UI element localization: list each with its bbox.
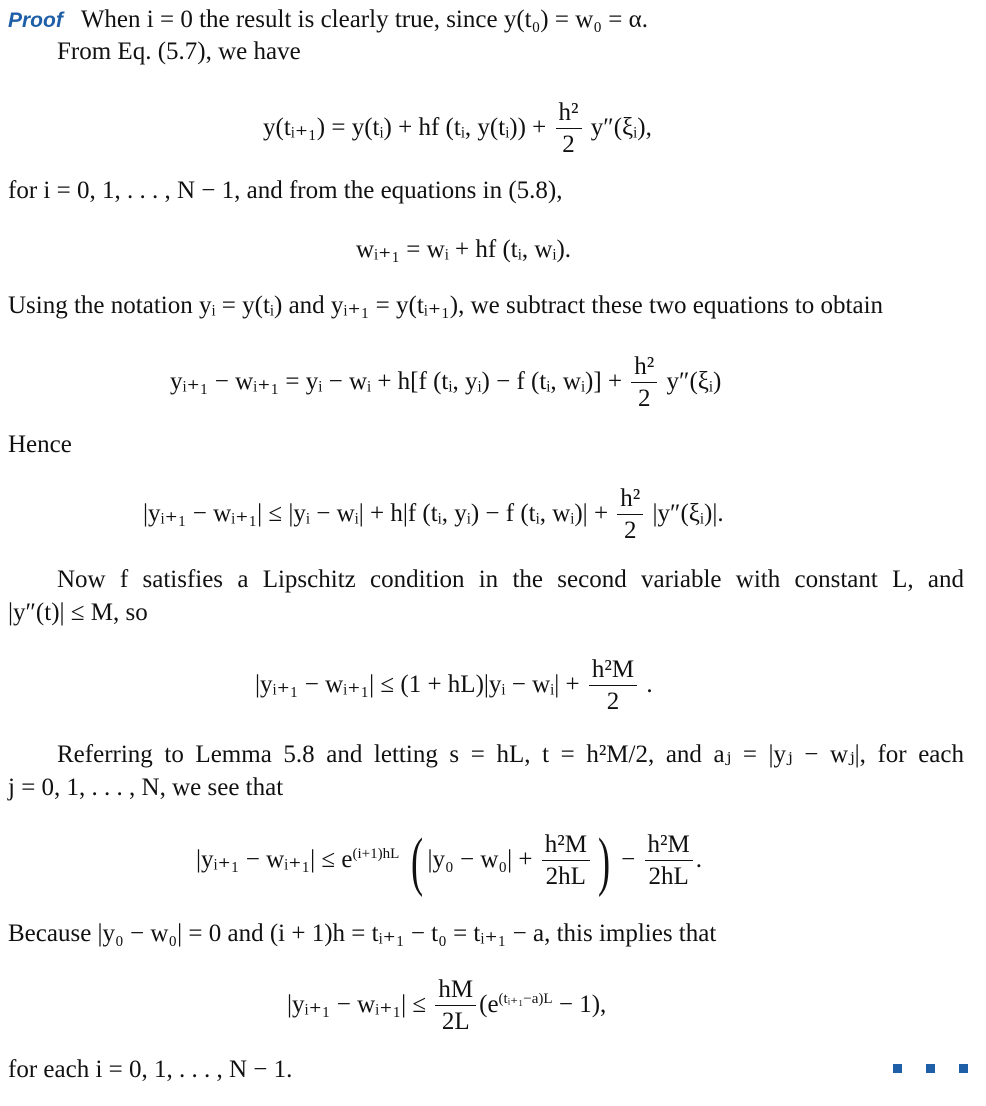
equation-difference: yᵢ₊₁ − wᵢ₊₁ = yᵢ − wᵢ + h[f (tᵢ, yᵢ) − f (tᵢ, wᵢ)] + $\frac{\text{h²}}{2}$ y″(ξᵢ) [170, 352, 721, 415]
sentence-7b: j = 0, 1, . . . , N, we see that [8, 774, 284, 801]
sentence-9: for each i = 0, 1, . . . , N − 1. [8, 1056, 293, 1083]
sentence-6a: Now f satisfies a Lipschitz condition in the second variable with constant L, and [57, 566, 964, 593]
equation-lemma-bound: |yᵢ₊₁ − wᵢ₊₁| ≤ $e^{(i+1)hL}$ ( |y₀ − w₀| + $\frac{\text{h²M}}{2hL}$ ) − $\frac{\text{h²M}}{2hL}$ . [196, 824, 703, 898]
fraction: $\frac{\text{h²}}{2}$ [556, 98, 582, 161]
qed-square-icon [926, 1064, 935, 1073]
sentence-7a: Referring to Lemma 5.8 and letting s = hL, t = h²M/2, and aⱼ = |yⱼ − wⱼ|, for each [57, 741, 964, 768]
qed-square-icon [893, 1064, 902, 1073]
sentence-5: Hence [8, 431, 72, 458]
equation-5-7-expansion: y(tᵢ₊₁) = y(tᵢ) + hf (tᵢ, y(tᵢ)) + $\frac{\text{h²}}{2}$ y″(ξᵢ), [263, 98, 652, 161]
equation-lipschitz-bound: |yᵢ₊₁ − wᵢ₊₁| ≤ (1 + hL)|yᵢ − wᵢ| + $\frac{\text{h²M}}{2}$ . [255, 655, 653, 718]
equation-euler-step: wᵢ₊₁ = wᵢ + hf (tᵢ, wᵢ). [356, 236, 572, 263]
qed-marker [869, 1060, 968, 1078]
sentence-6b: |y″(t)| ≤ M, so [8, 599, 148, 626]
fraction: $\frac{hM}{2L}$ [435, 975, 476, 1038]
fraction: $\frac{\text{h²M}}{2}$ [589, 655, 637, 718]
equation-final-bound: |yᵢ₊₁ − wᵢ₊₁| ≤ $\frac{hM}{2L}$ $(e^{(tᵢ_{+1}-a)L} - 1)$, [287, 975, 606, 1038]
fraction: $\frac{\text{h²}}{2}$ [617, 484, 643, 547]
sentence-3: for i = 0, 1, . . . , N − 1, and from the equations in (5.8), [8, 177, 563, 204]
proof-label: Proof [8, 9, 63, 32]
equation-abs-bound: |yᵢ₊₁ − wᵢ₊₁| ≤ |yᵢ − wᵢ| + h|f (tᵢ, yᵢ) − f (tᵢ, wᵢ)| + $\frac{\text{h²}}{2}$ |y″(ξᵢ)|. [143, 484, 724, 547]
qed-square-icon [959, 1064, 968, 1073]
sentence-4: Using the notation yᵢ = y(tᵢ) and yᵢ₊₁ = y(tᵢ₊₁), we subtract these two equations to obtain [8, 292, 884, 319]
sentence-1: When i = 0 the result is clearly true, since y(t₀) = w₀ = α. [80, 6, 648, 33]
proof-first-line [8, 4, 648, 37]
fraction: $\frac{\text{h²M}}{2hL}$ [542, 830, 590, 893]
fraction: $\frac{\text{h²}}{2}$ [631, 352, 657, 415]
sentence-8: Because |y₀ − w₀| = 0 and (i + 1)h = tᵢ₊₁ − t₀ = tᵢ₊₁ − a, this implies that [8, 920, 717, 947]
sentence-2: From Eq. (5.7), we have [57, 38, 301, 65]
fraction: $\frac{\text{h²M}}{2hL}$ [645, 830, 693, 893]
